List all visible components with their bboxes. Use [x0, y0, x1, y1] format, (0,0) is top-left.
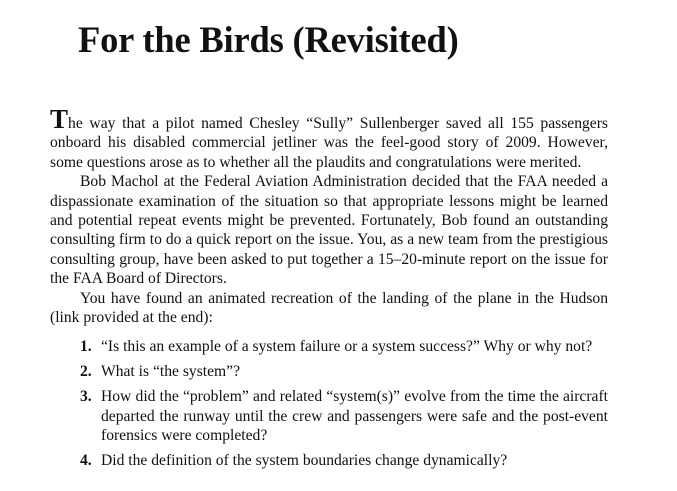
- question-text: Did the definition of the system boundaries change dynamically?: [101, 452, 508, 469]
- question-item: [50, 337, 608, 356]
- paragraph-2: Bob Machol at the Federal Aviation Administration decided that the FAA needed a dispassionate examination of the situation so that appropriate lessons might be learned and potential repeat events might be prevented. Fortunately, Bob found an outstanding consulting firm to do a quick report on the issue. You, as a new team from the prestigious consulting group, have been asked to put together a 15–20-minute report on the issue for the FAA Board of Directors.: [50, 173, 608, 288]
- question-item: [50, 362, 608, 381]
- paragraph-3: You have found an animated recreation of the landing of the plane in the Hudson (link provided at the end):: [50, 289, 608, 327]
- paragraph-1: [50, 104, 608, 172]
- question-text: What is “the system”?: [101, 363, 240, 381]
- question-item: [50, 451, 608, 470]
- question-text: “Is this an example of a system failure or a system success?” Why or why not?: [101, 338, 593, 356]
- page-title: For the Birds (Revisited): [78, 19, 459, 60]
- question-item: [50, 387, 608, 445]
- question-number: 4.: [80, 452, 92, 469]
- drop-cap: T: [50, 104, 69, 134]
- question-list: [50, 337, 608, 470]
- question-number: 1.: [80, 338, 92, 356]
- paragraph-1-text: he way that a pilot named Chesley “Sully” Sullenberger saved all 155 passengers onboard his disabled commercial jetliner was the feel-good story of 2009. However, some questions arose as to whether all the plaudits and congratulations were merited.: [50, 115, 608, 171]
- question-text: How did the “problem” and related “system(s)” evolve from the time the aircraft departed the runway until the crew and passengers were safe and the post-event forensics were completed?: [101, 388, 608, 445]
- question-number: 3.: [80, 388, 92, 406]
- body-text: [50, 104, 608, 476]
- question-number: 2.: [80, 363, 92, 381]
